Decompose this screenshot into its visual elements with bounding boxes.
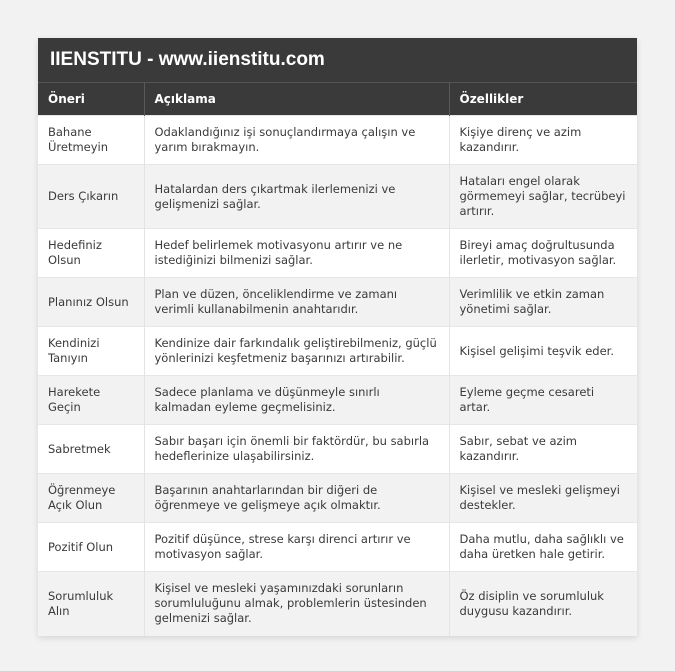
cell-ozellikler: Bireyi amaç doğrultusunda ilerletir, motivasyon sağlar.	[449, 229, 637, 278]
cell-aciklama: Kişisel ve mesleki yaşamınızdaki sorunların sorumluluğunu almak, problemlerin üstesinden gelmenizi sağlar.	[144, 572, 449, 636]
table-row	[38, 327, 637, 376]
cell-ozellikler: Kişisel ve mesleki gelişmeyi destekler.	[449, 474, 637, 523]
cell-aciklama: Hedef belirlemek motivasyonu artırır ve ne istediğinizi bilmenizi sağlar.	[144, 229, 449, 278]
table-row	[38, 229, 637, 278]
cell-oneri: Bahane Üretmeyin	[38, 116, 144, 165]
cell-aciklama: Plan ve düzen, önceliklendirme ve zamanı verimli kullanabilmenin anahtarıdır.	[144, 278, 449, 327]
table-row	[38, 572, 637, 636]
cell-aciklama: Başarının anahtarlarından bir diğeri de öğrenmeye ve gelişmeye açık olmaktır.	[144, 474, 449, 523]
table-row	[38, 278, 637, 327]
cell-oneri: Ders Çıkarın	[38, 165, 144, 229]
cell-ozellikler: Hataları engel olarak görmemeyi sağlar, tecrübeyi artırır.	[449, 165, 637, 229]
cell-oneri: Harekete Geçin	[38, 376, 144, 425]
cell-ozellikler: Kişisel gelişimi teşvik eder.	[449, 327, 637, 376]
table-card	[38, 38, 637, 636]
table-row	[38, 474, 637, 523]
cell-aciklama: Odaklandığınız işi sonuçlandırmaya çalışın ve yarım bırakmayın.	[144, 116, 449, 165]
cell-oneri: Sorumluluk Alın	[38, 572, 144, 636]
cell-aciklama: Pozitif düşünce, strese karşı direnci artırır ve motivasyon sağlar.	[144, 523, 449, 572]
cell-aciklama: Sabır başarı için önemli bir faktördür, bu sabırla hedeflerinize ulaşabilirsiniz.	[144, 425, 449, 474]
cell-ozellikler: Sabır, sebat ve azim kazandırır.	[449, 425, 637, 474]
cell-oneri: Pozitif Olun	[38, 523, 144, 572]
cell-ozellikler: Eyleme geçme cesareti artar.	[449, 376, 637, 425]
cell-ozellikler: Verimlilik ve etkin zaman yönetimi sağlar.	[449, 278, 637, 327]
cell-oneri: Kendinizi Tanıyın	[38, 327, 144, 376]
header-row	[38, 83, 637, 116]
table-row	[38, 116, 637, 165]
cell-oneri: Sabretmek	[38, 425, 144, 474]
cell-ozellikler: Öz disiplin ve sorumluluk duygusu kazandırır.	[449, 572, 637, 636]
cell-oneri: Planınız Olsun	[38, 278, 144, 327]
cell-aciklama: Sadece planlama ve düşünmeyle sınırlı kalmadan eyleme geçmelisiniz.	[144, 376, 449, 425]
table-row	[38, 523, 637, 572]
header-aciklama: Açıklama	[144, 83, 449, 116]
cell-aciklama: Hatalardan ders çıkartmak ilerlemenizi ve gelişmenizi sağlar.	[144, 165, 449, 229]
cell-oneri: Hedefiniz Olsun	[38, 229, 144, 278]
table-row	[38, 425, 637, 474]
table-title: IIENSTITU - www.iienstitu.com	[38, 38, 637, 83]
cell-ozellikler: Daha mutlu, daha sağlıklı ve daha üretken hale getirir.	[449, 523, 637, 572]
table-row	[38, 376, 637, 425]
cell-aciklama: Kendinize dair farkındalık geliştirebilmeniz, güçlü yönlerinizi keşfetmeniz başarınızı artırabilir.	[144, 327, 449, 376]
header-oneri: Öneri	[38, 83, 144, 116]
cell-ozellikler: Kişiye direnç ve azim kazandırır.	[449, 116, 637, 165]
cell-oneri: Öğrenmeye Açık Olun	[38, 474, 144, 523]
header-ozellikler: Özellikler	[449, 83, 637, 116]
table-row	[38, 165, 637, 229]
recommendations-table	[38, 83, 637, 636]
